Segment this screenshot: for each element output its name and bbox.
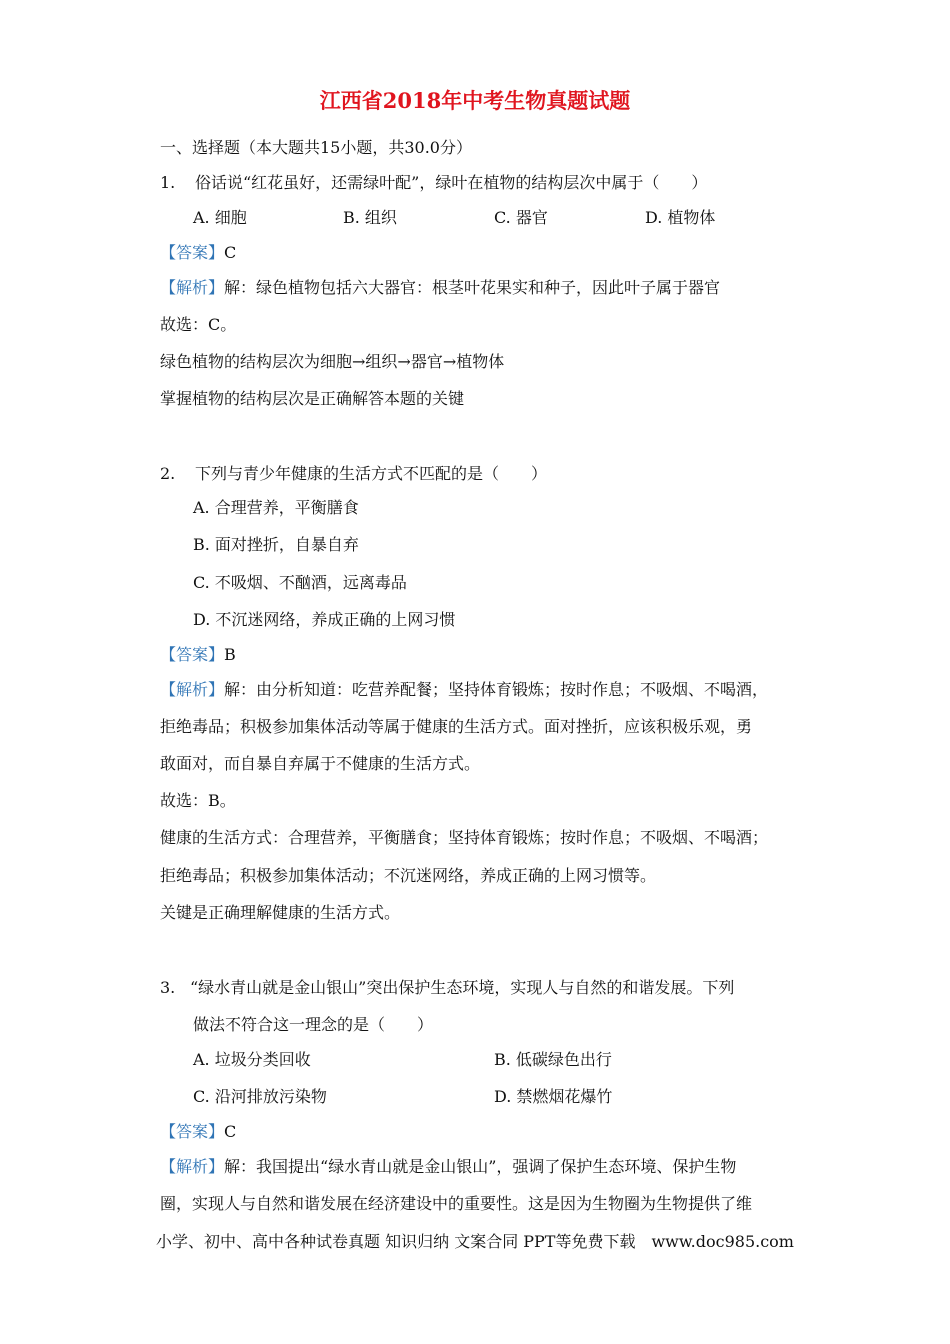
option-d: D. 禁燃烟花爆竹 <box>494 1087 613 1106</box>
option-a: A. 细胞 <box>193 208 247 227</box>
question-stem: “绿水青山就是金山银山”突出保护生态环境，实现人与自然的和谐发展。下列 <box>190 978 735 997</box>
answer-close: 】 <box>208 645 225 664</box>
answer-line <box>160 243 236 263</box>
analysis-text-line: 关键是正确理解健康的生活方式。 <box>160 903 401 922</box>
analysis-text: 解：我国提出“绿水青山就是金山银山”，强调了保护生态环境、保护生物 <box>224 1157 737 1176</box>
analysis-text-line: 敢面对，而自暴自弃属于不健康的生活方式。 <box>160 754 481 773</box>
answer-close: 】 <box>208 1122 225 1141</box>
section-heading: 一、选择题（本大题共15小题，共30.0分） <box>160 138 472 157</box>
page-title: 江西省2018年中考生物真题试题 <box>319 88 631 113</box>
answer-value: C <box>224 1122 237 1141</box>
option-d: D. 植物体 <box>645 208 716 227</box>
answer-close: 】 <box>208 243 225 262</box>
option-c: C. 沿河排放污染物 <box>193 1087 327 1106</box>
answer-label: 答案 <box>176 243 209 262</box>
question-stem-continued: 做法不符合这一理念的是（ ） <box>193 1015 434 1034</box>
analysis-label: 解析 <box>176 680 209 699</box>
answer-label: 答案 <box>176 1122 209 1141</box>
analysis-text: 解：由分析知道：吃营养配餐；坚持体育锻炼；按时作息；不吸烟、不喝酒， <box>224 680 769 699</box>
analysis-text-line: 掌握植物的结构层次是正确解答本题的关键 <box>160 389 465 408</box>
answer-open: 【 <box>160 243 177 262</box>
option-d: D. 不沉迷网络，养成正确的上网习惯 <box>193 610 456 629</box>
analysis-text-line: 健康的生活方式：合理营养，平衡膳食；坚持体育锻炼；按时作息；不吸烟、不喝酒； <box>160 828 769 847</box>
analysis-line <box>160 680 768 700</box>
analysis-text-line: 拒绝毒品；积极参加集体活动等属于健康的生活方式。面对挫折，应该积极乐观，勇 <box>160 717 753 736</box>
analysis-text-line: 圈，实现人与自然和谐发展在经济建设中的重要性。这是因为生物圈为生物提供了维 <box>160 1194 753 1213</box>
answer-line <box>160 1122 236 1142</box>
question-number: 3. <box>160 978 176 997</box>
answer-open: 【 <box>160 645 177 664</box>
analysis-line <box>160 278 720 298</box>
option-a: A. 垃圾分类回收 <box>193 1050 311 1069</box>
analysis-open: 【 <box>160 1157 177 1176</box>
analysis-line <box>160 1157 736 1177</box>
analysis-open: 【 <box>160 680 177 699</box>
option-c: C. 器官 <box>494 208 548 227</box>
analysis-close: 】 <box>208 680 225 699</box>
answer-line <box>160 645 236 665</box>
answer-value: B <box>224 645 236 664</box>
answer-value: C <box>224 243 237 262</box>
option-c: C. 不吸烟、不酗酒，远离毒品 <box>193 573 407 592</box>
analysis-label: 解析 <box>176 1157 209 1176</box>
question-stem: 俗话说“红花虽好，还需绿叶配”，绿叶在植物的结构层次中属于（ ） <box>195 173 708 192</box>
page-footer: 小学、初中、高中各种试卷真题 知识归纳 文案合同 PPT等免费下载 www.doc985.com <box>156 1232 794 1251</box>
question-number: 1. <box>160 173 176 192</box>
analysis-text-line: 故选：C。 <box>160 315 237 334</box>
analysis-open: 【 <box>160 278 177 297</box>
analysis-text-line: 拒绝毒品；积极参加集体活动；不沉迷网络，养成正确的上网习惯等。 <box>160 866 657 885</box>
question-number: 2. <box>160 464 176 483</box>
answer-label: 答案 <box>176 645 209 664</box>
analysis-text: 解：绿色植物包括六大器官：根茎叶花果实和种子，因此叶子属于器官 <box>224 278 721 297</box>
analysis-text-line: 绿色植物的结构层次为细胞→组织→器官→植物体 <box>160 352 505 371</box>
analysis-close: 】 <box>208 278 225 297</box>
analysis-text-line: 故选：B。 <box>160 791 236 810</box>
analysis-close: 】 <box>208 1157 225 1176</box>
option-b: B. 组织 <box>343 208 397 227</box>
answer-open: 【 <box>160 1122 177 1141</box>
question-stem: 下列与青少年健康的生活方式不匹配的是（ ） <box>195 464 548 483</box>
option-b: B. 低碳绿色出行 <box>494 1050 612 1069</box>
option-b: B. 面对挫折，自暴自弃 <box>193 535 359 554</box>
analysis-label: 解析 <box>176 278 209 297</box>
option-a: A. 合理营养，平衡膳食 <box>193 498 359 517</box>
